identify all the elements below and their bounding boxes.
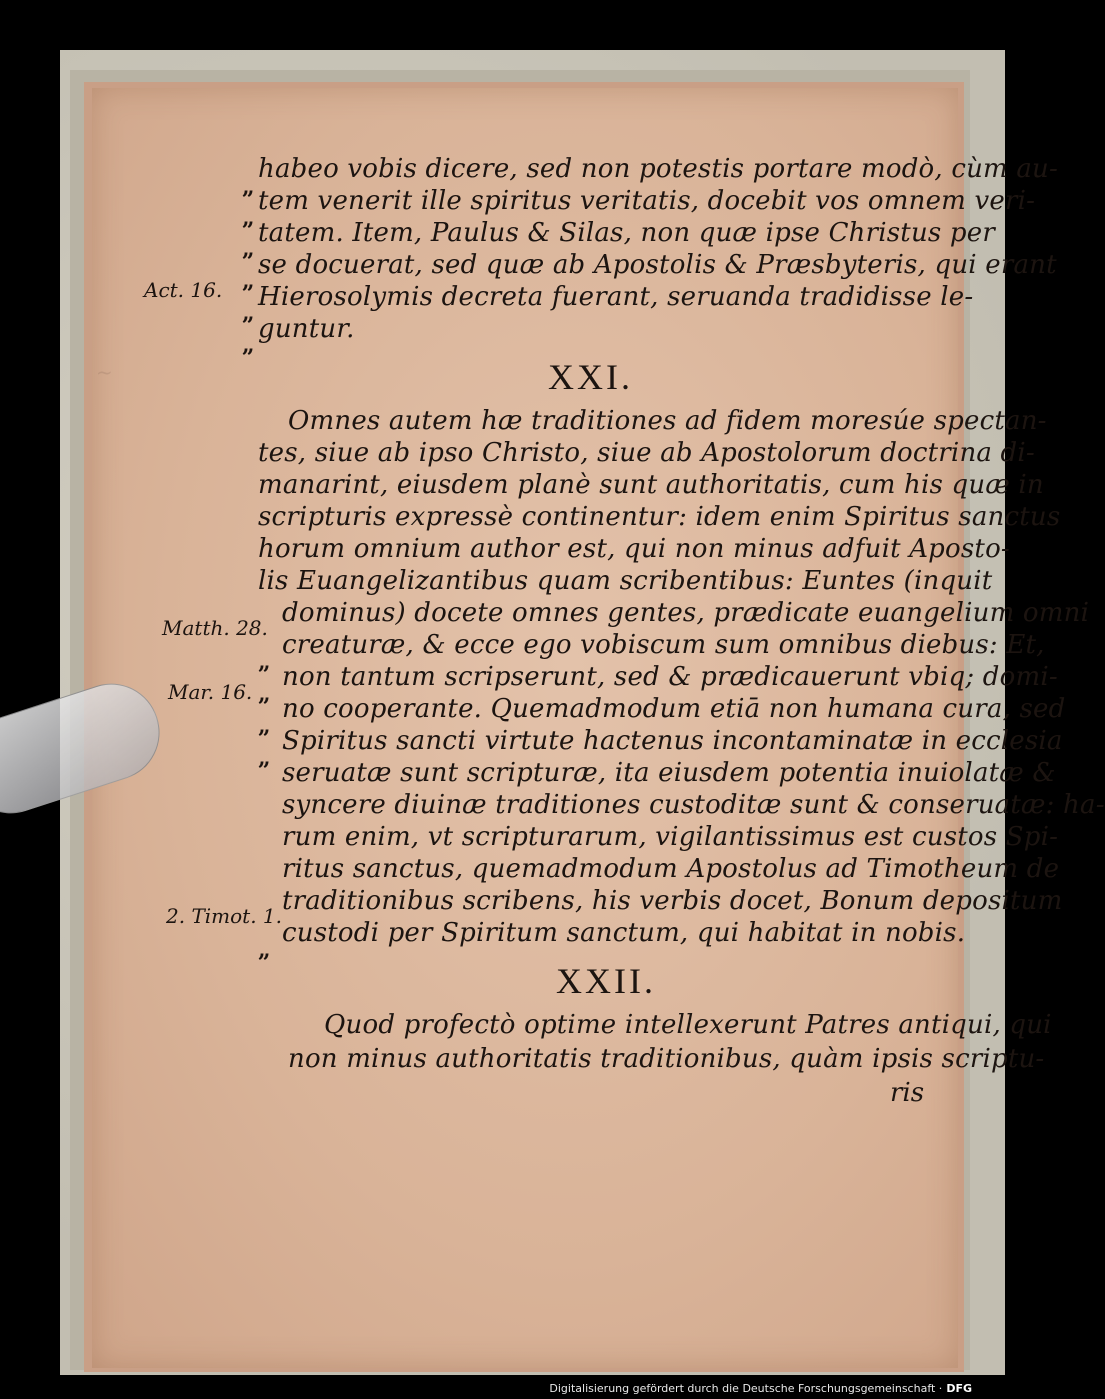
footer-credit [549, 1382, 972, 1395]
dfg-logo: DFG [946, 1382, 972, 1395]
text-line: rum enim, vt scripturarum, vigilantissimus est custos Spi- [282, 822, 1059, 852]
text-line: se docuerat, sed quæ ab Apostolis & Præsbyteris, qui erant [258, 250, 1057, 280]
text-line: ritus sanctus, quemadmodum Apostolus ad Timotheum de [282, 854, 1060, 884]
marginal-reference: 2. Timot. 1. [166, 904, 283, 928]
quote-mark: „ [242, 268, 255, 294]
text-line: non tantum scripserunt, sed & prædicauerunt vbiq; domi- [282, 662, 1058, 692]
quote-mark: „ [258, 649, 271, 675]
marginal-reference: Act. 16. [144, 278, 223, 302]
quote-mark: „ [242, 332, 255, 358]
bleed-through: ~ [96, 360, 113, 384]
quote-mark: „ [258, 713, 271, 739]
quote-mark: „ [258, 745, 271, 771]
text-line: scripturis expressè continentur: idem enim Spiritus sanctus [258, 502, 1061, 532]
text-line: creaturæ, & ecce ego vobiscum sum omnibus diebus: Et, [282, 630, 1045, 660]
text-line: habeo vobis dicere, sed non potestis portare modò, cùm au- [258, 154, 1058, 184]
text-line: non minus authoritatis traditionibus, quàm ipsis scriptu- [288, 1044, 1045, 1074]
book-page [92, 88, 1105, 1368]
quote-mark: „ [242, 174, 255, 200]
text-line: tem venerit ille spiritus veritatis, docebit vos omnem veri- [258, 186, 1036, 216]
footer-text: Digitalisierung gefördert durch die Deutsche Forschungsgemeinschaft · [549, 1382, 943, 1395]
text-line: Spiritus sancti virtute hactenus incontaminatæ in ecclesia [282, 726, 1063, 756]
text-line: tes, siue ab ipso Christo, siue ab Apostolorum doctrina di- [258, 438, 1035, 468]
text-line: seruatæ sunt scripturæ, ita eiusdem potentia inuiolatæ & [282, 758, 1056, 788]
text-line: Omnes autem hæ traditiones ad fidem moresúe spectan- [288, 406, 1047, 436]
text-line: manarint, eiusdem planè sunt authoritatis, cum his quæ in [258, 470, 1044, 500]
marginal-reference: Matth. 28. [162, 616, 268, 640]
text-line: syncere diuinæ traditiones custoditæ sunt & conseruatæ: ha- [282, 790, 1105, 820]
section-heading: XXI. [548, 357, 633, 397]
text-line: dominus) docete omnes gentes, prædicate euangelium omni [282, 598, 1090, 628]
text-line: lis Euangelizantibus quam scribentibus: Euntes (inquit [258, 566, 993, 596]
quote-mark: „ [242, 300, 255, 326]
text-line: no cooperante. Quemadmodum etiā non humana cura, sed [282, 694, 1066, 724]
marginal-reference: Mar. 16. [168, 680, 253, 704]
text-line: traditionibus scribens, his verbis docet, Bonum depositum [282, 886, 1063, 916]
quote-mark: „ [258, 937, 271, 963]
quote-mark: „ [242, 205, 255, 231]
quote-mark: „ [258, 681, 271, 707]
text-line: tatem. Item, Paulus & Silas, non quæ ipse Christus per [258, 218, 995, 248]
section-heading: XXII. [556, 961, 656, 1001]
quote-mark: „ [242, 236, 255, 262]
text-line: Hierosolymis decreta fuerant, seruanda tradidisse le- [258, 282, 974, 312]
text-line: custodi per Spiritum sanctum, qui habitat in nobis. [282, 918, 966, 948]
text-line: guntur. [258, 314, 355, 344]
text-line: Quod profectò optime intellexerunt Patres antiqui, qui [324, 1010, 1052, 1040]
catchword: ris [890, 1078, 925, 1108]
text-line: horum omnium author est, qui non minus adfuit Aposto- [258, 534, 1010, 564]
